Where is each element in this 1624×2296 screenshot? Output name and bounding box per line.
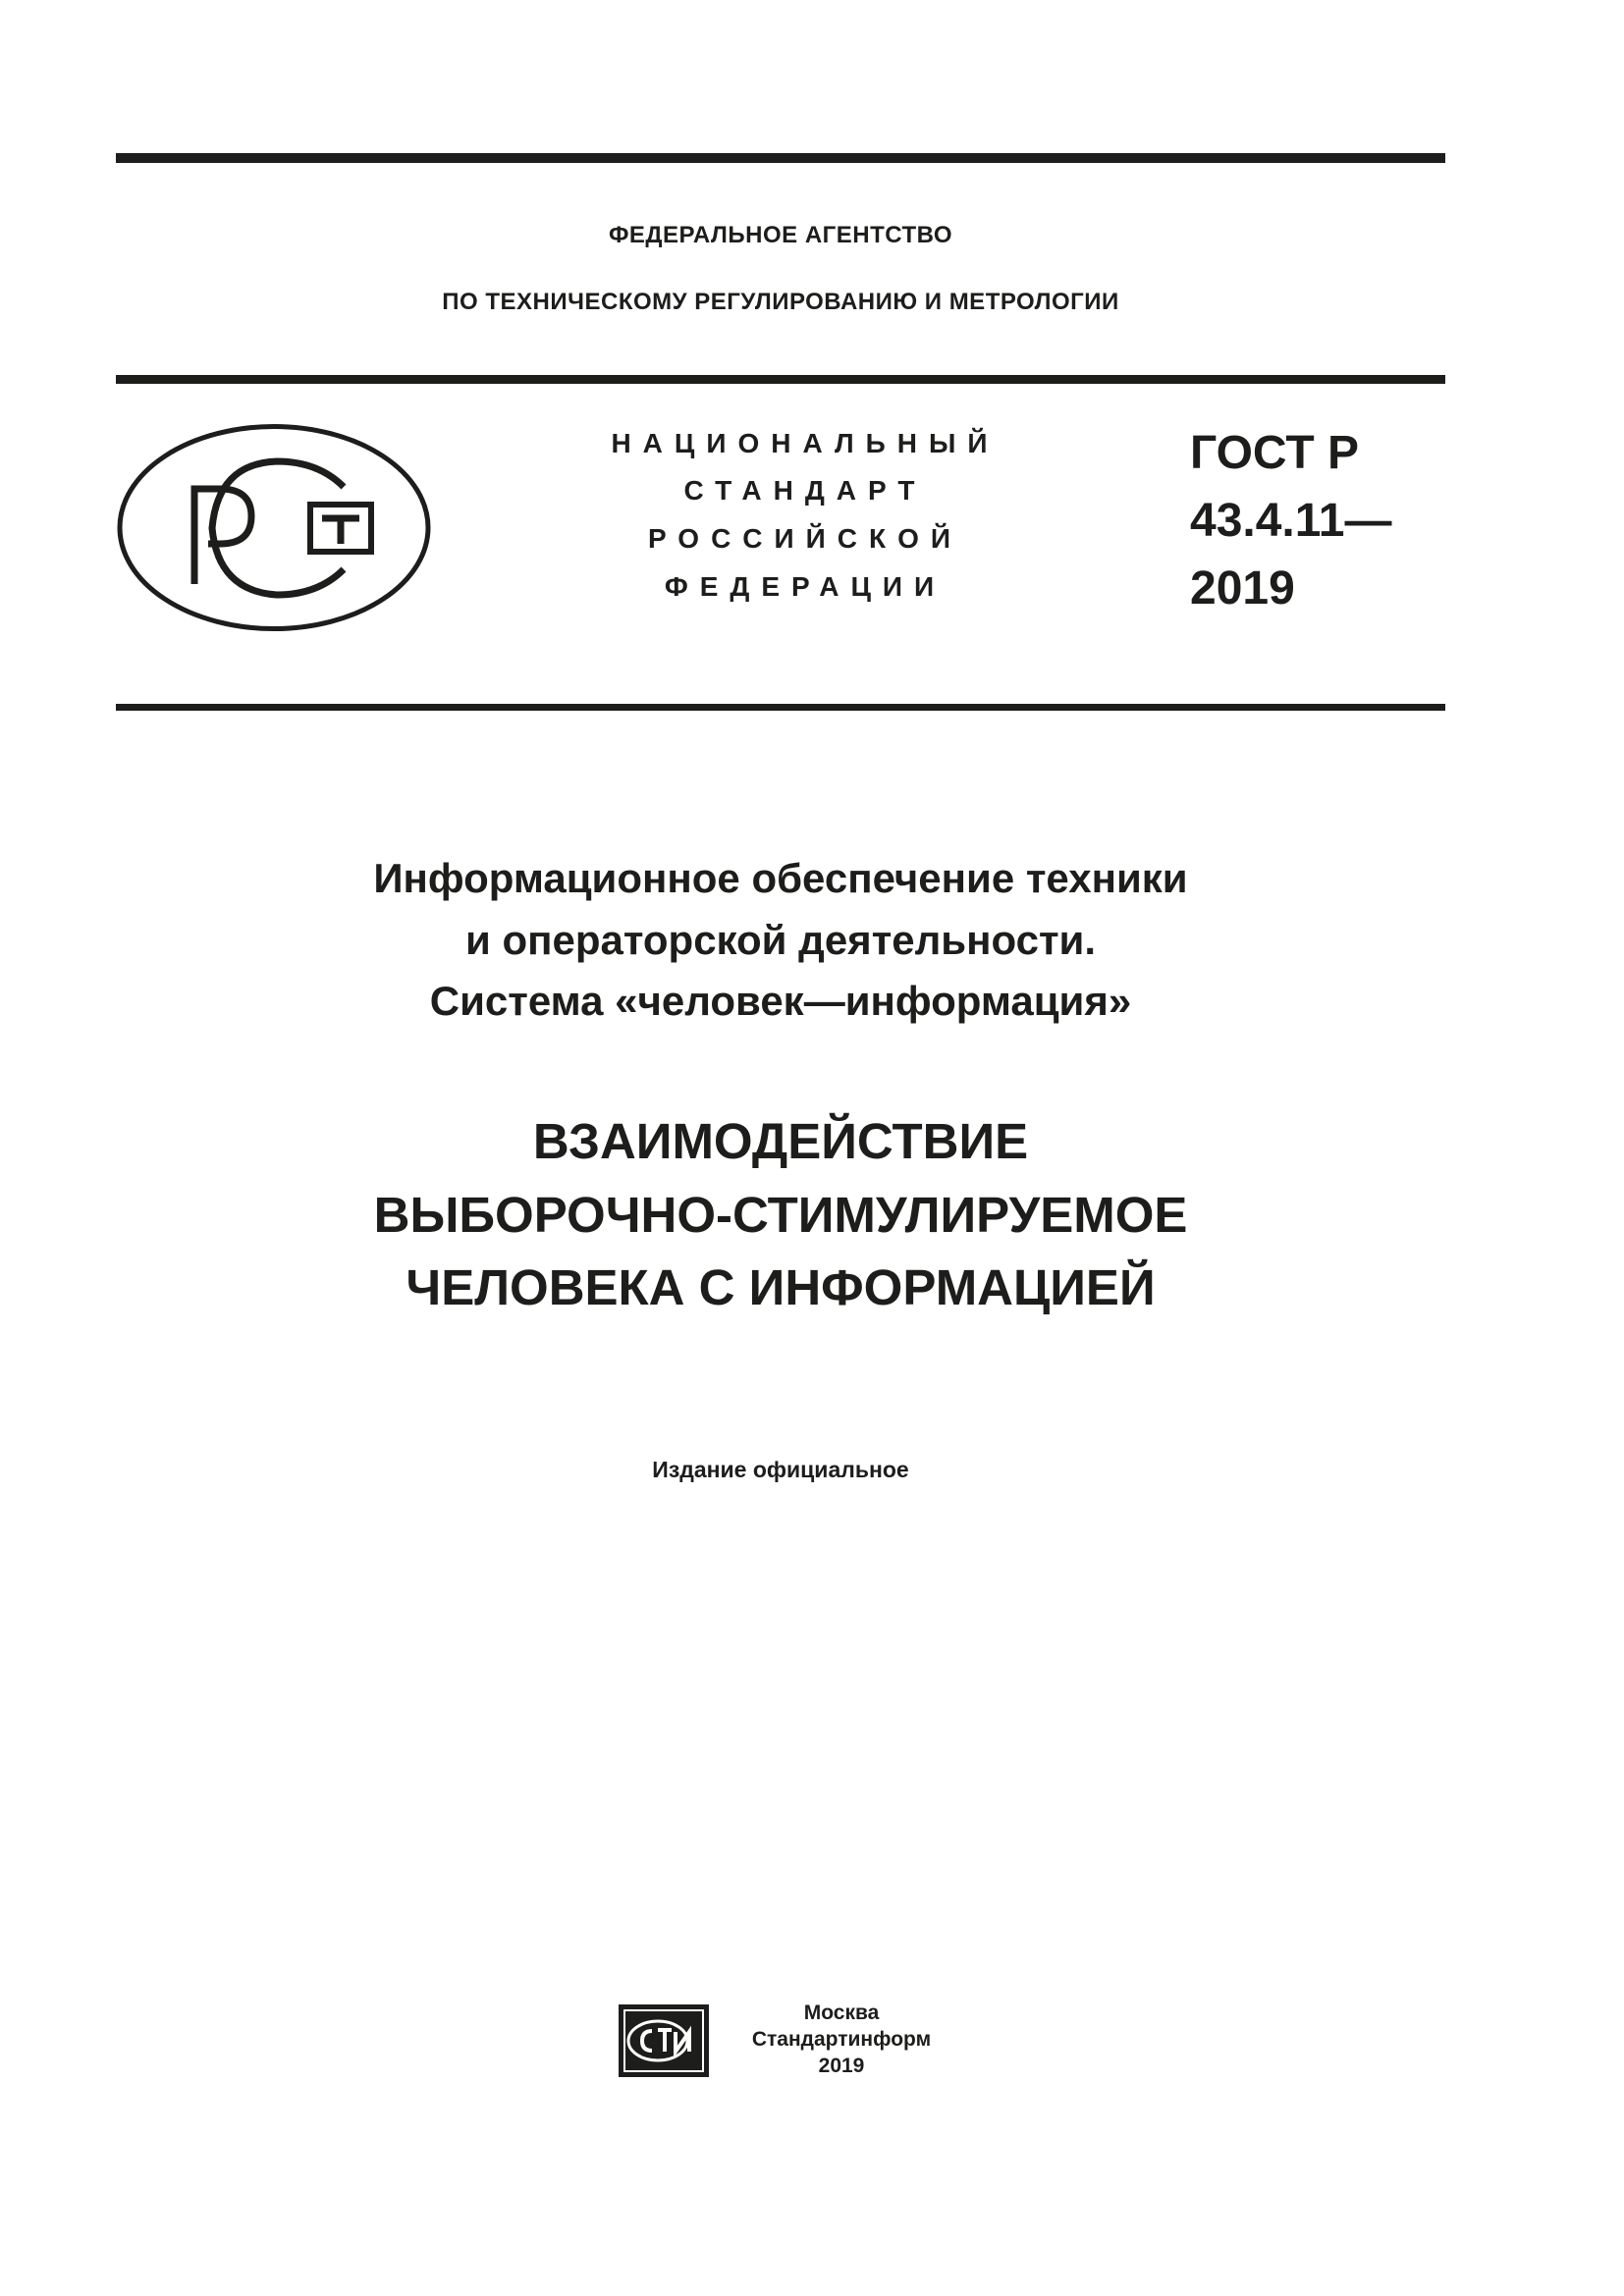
publisher-city: Москва [803,2002,880,2024]
designation-line-1: ГОСТ Р [1190,427,1360,479]
rst-emblem-icon [116,422,432,633]
bottom-rule [116,704,1445,711]
top-rule [116,153,1445,163]
agency-line-2: ПО ТЕХНИЧЕСКОМУ РЕГУЛИРОВАНИЮ И МЕТРОЛОГИИ [442,289,1119,315]
edition-label: Издание официальное [652,1457,909,1482]
standard-line-1: НАЦИОНАЛЬНЫЙ [611,428,1000,458]
agency-line-1: ФЕДЕРАЛЬНОЕ АГЕНТСТВО [608,222,953,248]
designation-line-3: 2019 [1190,562,1295,614]
standartinform-emblem-icon [617,2002,711,2079]
subtitle-line-3: Система «человек—информация» [429,978,1132,1024]
subtitle-line-1: Информационное обеспечение техники [373,855,1188,901]
standard-line-4: ФЕДЕРАЦИИ [664,571,947,602]
publisher-name: Стандартинформ [751,2028,932,2051]
title-line-1: ВЗАИМОДЕЙСТВИЕ [532,1113,1029,1169]
middle-rule [116,375,1445,384]
title-line-2: ВЫБОРОЧНО-СТИМУЛИРУЕМОЕ [373,1187,1188,1243]
standard-line-2: СТАНДАРТ [683,475,927,506]
publisher-year: 2019 [818,2055,865,2077]
designation-line-2: 43.4.11— [1190,495,1392,547]
title-line-3: ЧЕЛОВЕКА С ИНФОРМАЦИЕЙ [406,1259,1156,1315]
subtitle-line-2: и операторской деятельности. [464,917,1097,963]
standard-line-3: РОССИЙСКОЙ [648,523,962,554]
